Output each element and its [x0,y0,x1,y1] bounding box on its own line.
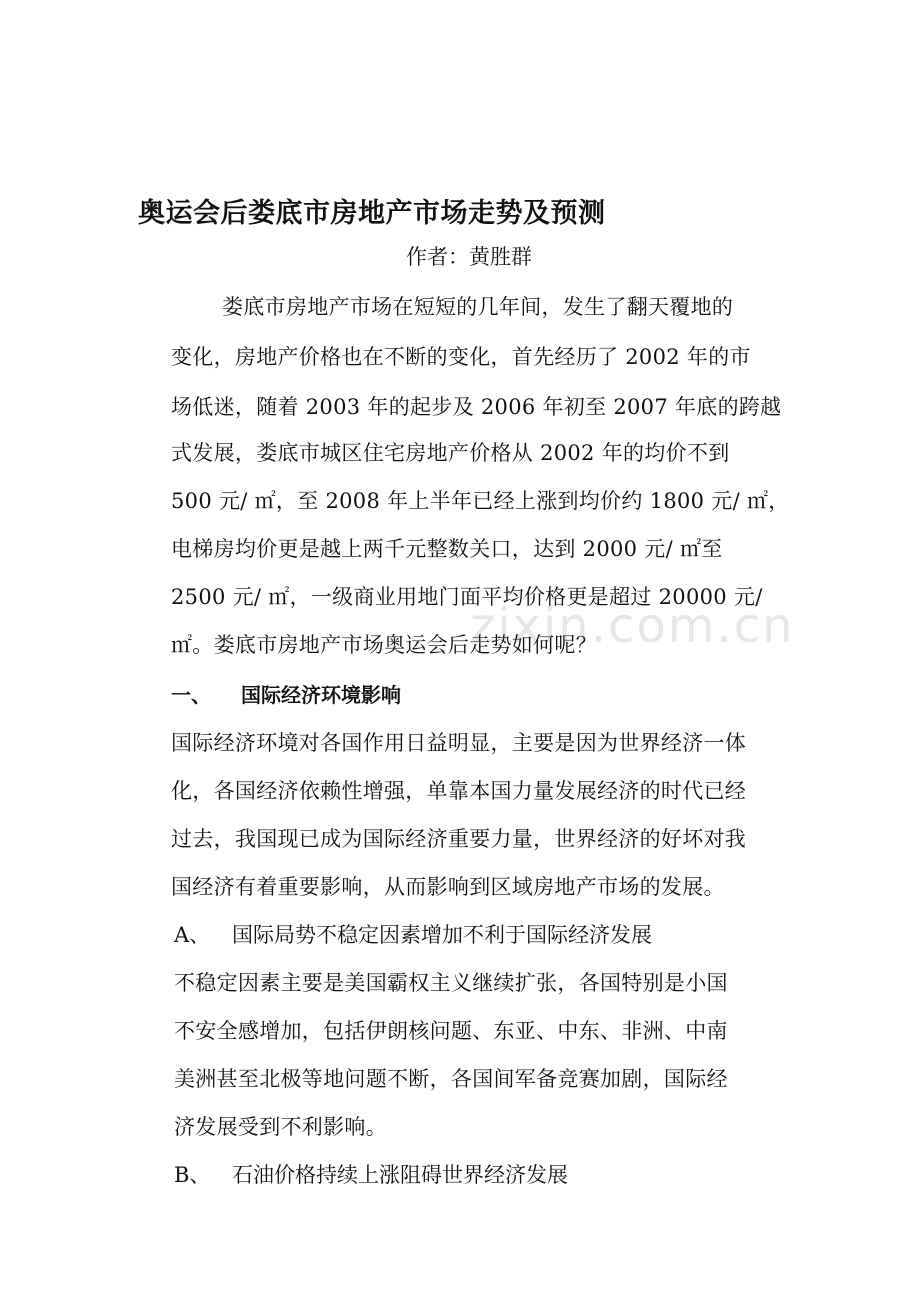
section-title: 国际经济环境影响 [241,683,401,707]
section-line: 过去，我国现已成为国际经济重要力量，世界经济的好坏对我 [171,827,747,851]
intro-line: 场低迷，随着 2003 年的起步及 2006 年初至 2007 年底的跨越 [171,395,782,419]
section-line: 化，各国经济依赖性增强，单靠本国力量发展经济的时代已经 [171,779,747,803]
document-title: 奥运会后娄底市房地产市场走势及预测 [138,198,606,229]
subsection-line: 不稳定因素主要是美国霸权主义继续扩张，各国特别是小国 [174,971,728,995]
subsection-title: 国际局势不稳定因素增加不利于国际经济发展 [232,923,652,947]
subsection-letter: B、 [174,1163,211,1187]
intro-line: 式发展，娄底市城区住宅房地产价格从 2002 年的均价不到 [171,441,730,465]
subsection-letter: A、 [174,923,211,947]
subsection-title: 石油价格持续上涨阻碍世界经济发展 [232,1163,568,1187]
section-line: 国际经济环境对各国作用日益明显，主要是因为世界经济一体 [171,731,747,755]
section-number: 一、 [171,683,211,707]
subsection-line: 不安全感增加，包括伊朗核问题、东亚、中东、非洲、中南 [174,1019,728,1043]
intro-line: 变化，房地产价格也在不断的变化，首先经历了 2002 年的市 [171,345,751,369]
subsection-heading [174,919,652,949]
author-line: 作者：黄胜群 [406,245,532,269]
intro-line: 娄底市房地产市场在短短的几年间，发生了翻天覆地的 [222,295,734,319]
intro-line: 500 元/ ㎡，至 2008 年上半年已经上涨到均价约 1800 元/ ㎡， [171,489,790,513]
subsection-line: 济发展受到不利影响。 [174,1115,387,1139]
subsection-line: 美洲甚至北极等地问题不断，各国间军备竞赛加剧，国际经 [174,1067,728,1091]
intro-line: 2500 元/ ㎡，一级商业用地门面平均价格更是超过 20000 元/ [171,585,763,609]
watermark: zixin.com.cn [470,598,795,654]
intro-line: ㎡。娄底市房地产市场奥运会后走势如何呢？ [171,633,597,657]
section-line: 国经济有着重要影响，从而影响到区域房地产市场的发展。 [171,875,725,899]
intro-line: 电梯房均价更是越上两千元整数关口，达到 2000 元/ ㎡至 [171,537,723,561]
subsection-heading [174,1159,568,1189]
section-heading [171,679,401,708]
